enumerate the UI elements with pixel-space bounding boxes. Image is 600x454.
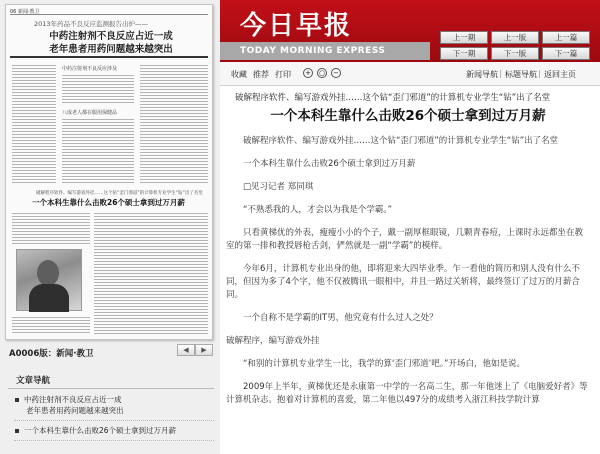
thumbnail-text-column xyxy=(12,315,90,335)
article-paragraph: 一个自称不是学霸的IT男，他究竟有什么过人之处？ xyxy=(243,313,438,323)
edition-label: A0006版：新闻·教卫 xyxy=(9,349,94,359)
article-nav-item-line2: 老年患者用药问题越来越突出 xyxy=(26,406,124,415)
print-link[interactable]: 打印 xyxy=(275,70,291,79)
news-nav-link[interactable]: 新闻导航 xyxy=(466,70,498,79)
thumbnail-rule xyxy=(10,56,208,58)
article-kicker: 破解程序软件、编写游戏外挂……这个钻“歪门邪道”的计算机专业学生“钻”出了名堂 xyxy=(235,93,551,103)
left-panel xyxy=(0,0,220,454)
zoom-in-icon[interactable]: + xyxy=(303,68,313,78)
thumbnail-kicker: 2013年药品不良反应监测报告出炉—— xyxy=(34,20,149,28)
collect-link[interactable]: 收藏 xyxy=(231,70,247,79)
next-article-button[interactable]: 下一篇 xyxy=(542,47,590,60)
article-paragraph: “不熟悉我的人，才会以为我是个学霸。” xyxy=(243,205,393,215)
recommend-link[interactable]: 推荐 xyxy=(253,70,269,79)
prev-edition-button[interactable]: ◀ xyxy=(177,344,195,356)
article-paragraph: 只看黄梯优的外表，瘦瘦小小的个子，戴一副厚框眼镜，几颗青春痘，上课时永远都坐在教室的第一排和教授唇枪舌剑，俨然就是一副“学霸”的模样。 xyxy=(226,228,584,251)
article-nav-list xyxy=(14,390,214,441)
toolbar-separator: | xyxy=(538,69,541,78)
thumbnail-text-column xyxy=(140,63,208,183)
next-edition-button[interactable]: ▶ xyxy=(195,344,213,356)
thumbnail-text-column xyxy=(94,211,208,335)
article-content xyxy=(226,92,590,454)
thumbnail-text-column xyxy=(62,73,134,105)
thumbnail-headline-line2: 老年患者用药问题越来越突出 xyxy=(49,44,173,55)
masthead xyxy=(220,0,600,62)
article-subheading: 破解程序，编写游戏外挂 xyxy=(226,336,320,346)
article-nav-item-line1: 中药注射剂不良反应占近一成 xyxy=(24,395,122,404)
article-paragraph: 2009年上半年，黄梯优还是永康第一中学的一名高二生，那一年他迷上了《电脑爱好者》等计算机杂志。抱着对计算机的喜爱，第二年他以497分的成绩考入浙江科技学院计算 xyxy=(226,382,588,405)
bullet-icon xyxy=(15,398,19,402)
bullet-icon xyxy=(15,429,19,433)
next-issue-button[interactable]: 下一期 xyxy=(440,47,488,60)
article-nav-title: 文章导航 xyxy=(16,376,51,386)
thumbnail-headline-line1: 中药注射剂不良反应占近一成 xyxy=(49,31,173,42)
thumbnail-kicker-2: 破解程序软件、编写游戏外挂……这个钻“歪门邪道”的计算机专业学生“钻”出了名堂 xyxy=(36,191,203,196)
article-paragraph: 破解程序软件、编写游戏外挂……这个钻“歪门邪道”的计算机专业学生“钻”出了名堂 xyxy=(243,136,559,146)
article-title: 一个本科生靠什么击败26个硕士拿到过万月薪 xyxy=(270,108,546,124)
photo-person-head xyxy=(37,260,59,286)
toolbar-separator: | xyxy=(499,69,502,78)
article-nav-item[interactable] xyxy=(14,390,214,421)
prev-article-button[interactable]: 上一篇 xyxy=(542,31,590,44)
edition-pager xyxy=(177,344,213,356)
zoom-reset-icon[interactable]: ○ xyxy=(318,69,326,77)
article-paragraph: 今年6月，计算机专业出身的他，即将迎来大四毕业季。乍一看他的简历和别人没有什么不同，但因为多了4个字，他不仅被腾讯一眼相中，并且一路过关斩将，最终签订了过万的月薪合同。 xyxy=(226,264,580,300)
thumbnail-subhead-2: 八成老人都在服用保健品 xyxy=(62,110,118,116)
article-nav-item-line1: 一个本科生靠什么击败26个硕士拿到过万月薪 xyxy=(24,426,177,435)
newspaper-logo[interactable]: 今日早报 xyxy=(240,11,353,41)
thumbnail-text-column xyxy=(62,117,134,183)
article-toolbar xyxy=(220,62,600,86)
thumbnail-photo xyxy=(16,249,82,311)
prev-issue-button[interactable]: 上一期 xyxy=(440,31,488,44)
thumbnail-text-column xyxy=(12,63,56,183)
thumbnail-text-column xyxy=(12,211,90,245)
zoom-out-icon[interactable]: − xyxy=(331,68,341,78)
article-paragraph: 一个本科生靠什么击败26个硕士拿到过万月薪 xyxy=(243,159,416,169)
photo-person-body xyxy=(29,284,69,312)
article-nav-item[interactable] xyxy=(14,421,214,441)
thumbnail-page-header: 06 新闻·教卫 xyxy=(10,8,208,15)
prev-page-button[interactable]: 上一版 xyxy=(491,31,539,44)
thumbnail-headline-2[interactable]: 一个本科生靠什么击败26个硕士拿到过万月薪 xyxy=(32,198,185,207)
thumbnail-headline[interactable] xyxy=(16,30,206,56)
title-nav-link[interactable]: 标题导航 xyxy=(505,70,537,79)
next-page-button[interactable]: 下一版 xyxy=(491,47,539,60)
article-nav-header xyxy=(8,371,214,389)
issue-navigation xyxy=(440,31,590,60)
page-thumbnail[interactable] xyxy=(5,4,213,340)
thumbnail-subhead-1: 中药注射剂不良反应涉及 xyxy=(62,66,118,72)
article-paragraph: “和别的计算机专业学生一比，我学的算‘歪门邪道’吧。”开场白，他如是说。 xyxy=(243,359,525,369)
home-link[interactable]: 返回主页 xyxy=(544,70,576,79)
article-byline: □见习记者 郑同琪 xyxy=(243,182,314,192)
newspaper-logo-english: TODAY MORNING EXPRESS xyxy=(220,42,430,60)
